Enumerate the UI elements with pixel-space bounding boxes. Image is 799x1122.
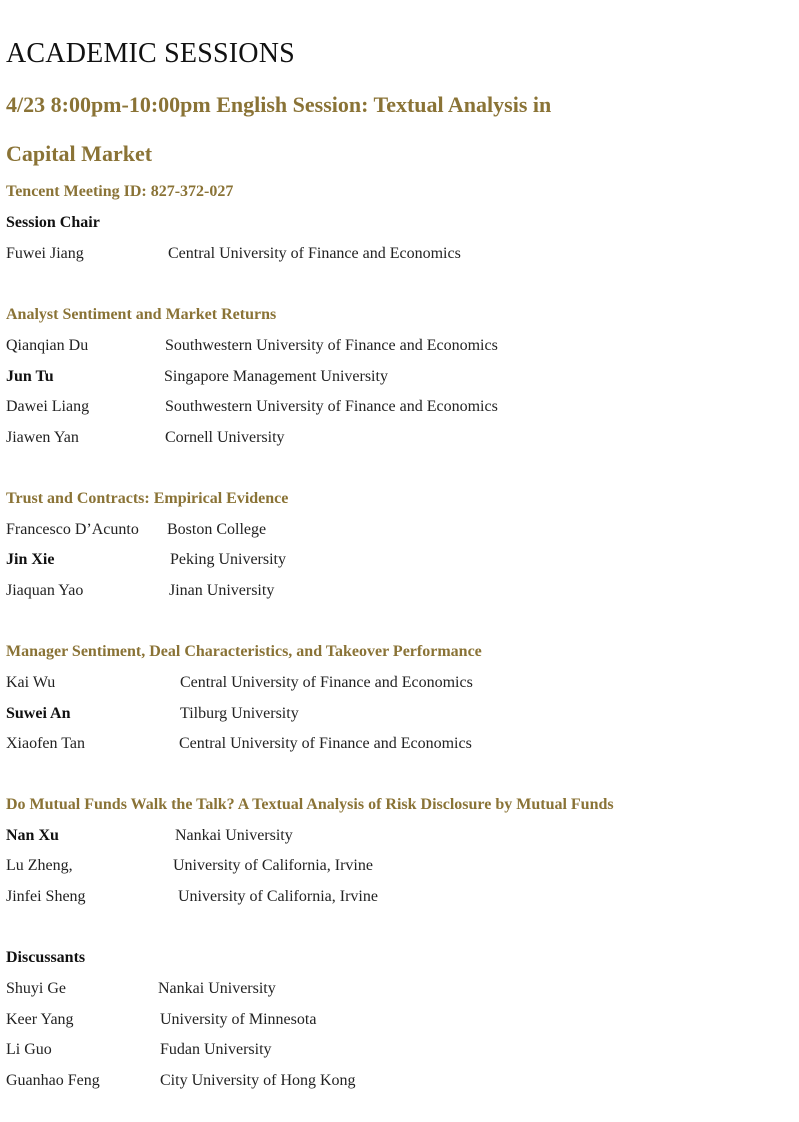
session-title-line-1: 4/23 8:00pm-10:00pm English Session: Textual Analysis in [6,92,552,117]
author-affiliation: Boston College [167,521,267,538]
discussant-affiliation: Nankai University [158,980,276,997]
author-name: Jiaquan Yao [6,582,84,599]
author-name: Jiawen Yan [6,429,79,446]
author-name: Jinfei Sheng [6,888,86,905]
author-affiliation: Singapore Management University [164,368,388,385]
session-chair-label: Session Chair [6,214,100,231]
author-name: Qianqian Du [6,337,89,354]
discussant-affiliation: Fudan University [160,1041,272,1058]
author-affiliation: Central University of Finance and Economics [180,674,473,691]
paper-title: Manager Sentiment, Deal Characteristics, and Takeover Performance [6,643,482,660]
author-name: Lu Zheng, [6,857,73,874]
session-title-line-2: Capital Market [6,141,153,166]
author-affiliation: Nankai University [175,827,293,844]
discussant-name: Li Guo [6,1041,52,1058]
discussant-name: Keer Yang [6,1011,74,1028]
author-affiliation: Central University of Finance and Economics [179,735,472,752]
author-affiliation: University of California, Irvine [178,888,378,905]
discussant-name: Guanhao Feng [6,1072,100,1089]
author-affiliation: Tilburg University [180,705,299,722]
author-affiliation: Peking University [170,551,286,568]
author-affiliation: Southwestern University of Finance and Economics [165,398,498,415]
paper-title: Analyst Sentiment and Market Returns [6,306,277,323]
meeting-id: Tencent Meeting ID: 827-372-027 [6,183,234,200]
author-name: Jin Xie [6,551,55,568]
author-affiliation: University of California, Irvine [173,857,373,874]
chair-affiliation: Central University of Finance and Economics [168,245,461,262]
discussant-affiliation: University of Minnesota [160,1011,317,1028]
author-affiliation: Cornell University [165,429,285,446]
author-name: Francesco D’Acunto [6,521,139,538]
discussants-label: Discussants [6,949,86,966]
author-name: Nan Xu [6,827,59,844]
paper-title: Do Mutual Funds Walk the Talk? A Textual Analysis of Risk Disclosure by Mutual Funds [6,796,614,813]
discussant-affiliation: City University of Hong Kong [160,1072,356,1089]
paper-title: Trust and Contracts: Empirical Evidence [6,490,289,507]
chair-name: Fuwei Jiang [6,245,84,262]
discussant-name: Shuyi Ge [6,980,66,997]
author-name: Kai Wu [6,674,56,691]
author-name: Xiaofen Tan [6,735,85,752]
author-affiliation: Southwestern University of Finance and Economics [165,337,498,354]
page-title: ACADEMIC SESSIONS [6,38,295,69]
author-name: Dawei Liang [6,398,90,415]
author-name: Jun Tu [6,368,54,385]
author-affiliation: Jinan University [169,582,275,599]
author-name: Suwei An [6,705,71,722]
